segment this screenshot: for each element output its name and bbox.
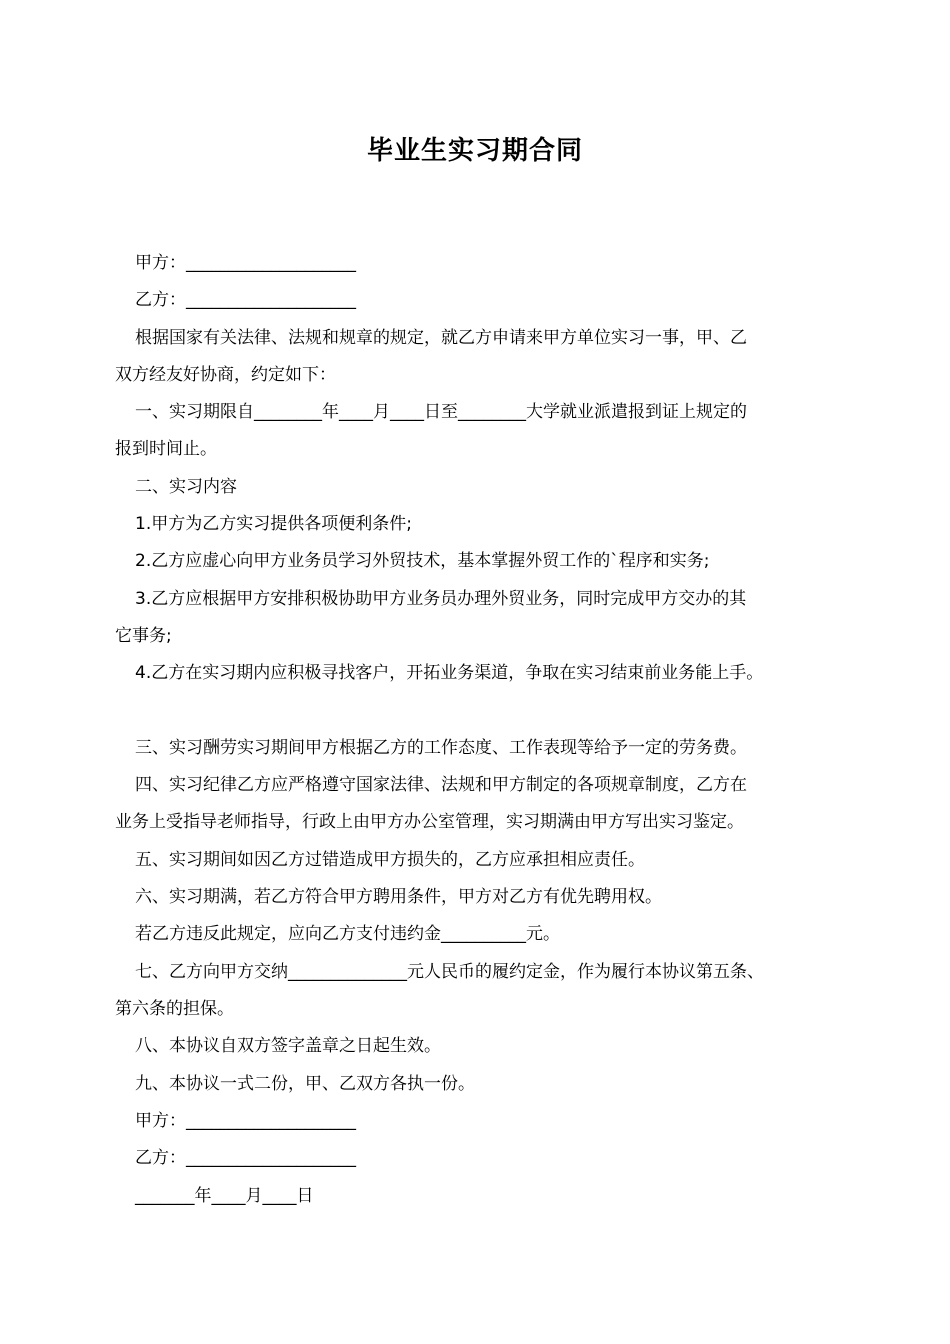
clause-4-line-1: 四、实习纪律乙方应严格遵守国家法律、法规和甲方制定的各项规章制度，乙方在 [135, 775, 747, 795]
clause-1-line-2: 报到时间止。 [115, 439, 217, 459]
signature-date: _______年____月____日 [135, 1186, 314, 1206]
clause-6: 六、实习期满，若乙方符合甲方聘用条件，甲方对乙方有优先聘用权。 [135, 887, 662, 907]
signature-party-b: 乙方：____________________ [135, 1148, 356, 1168]
clause-2-item-1: 1.甲方为乙方实习提供各项便利条件; [135, 514, 412, 534]
clause-2-item-3-line-2: 它事务; [115, 626, 172, 646]
signature-party-a: 甲方：____________________ [135, 1111, 356, 1131]
party-b-line: 乙方：____________________ [135, 290, 356, 310]
clause-4-line-2: 业务上受指导老师指导，行政上由甲方办公室管理，实习期满由甲方写出实习鉴定。 [115, 812, 744, 832]
clause-9: 九、本协议一式二份，甲、乙双方各执一份。 [135, 1074, 475, 1094]
document-title: 毕业生实习期合同 [366, 136, 583, 166]
preamble-line-1: 根据国家有关法律、法规和规章的规定，就乙方申请来甲方单位实习一事，甲、乙 [135, 328, 747, 348]
clause-8: 八、本协议自双方签字盖章之日起生效。 [135, 1036, 441, 1056]
clause-7-line-1: 七、乙方向甲方交纳______________元人民币的履约定金，作为履行本协议第五条、 [135, 962, 764, 982]
clause-2-item-3-line-1: 3.乙方应根据甲方安排积极协助甲方业务员办理外贸业务，同时完成甲方交办的其 [135, 589, 747, 609]
clause-7-line-2: 第六条的担保。 [115, 999, 234, 1019]
clause-2-item-4: 4.乙方在实习期内应积极寻找客户，开拓业务渠道，争取在实习结束前业务能上手。 [135, 663, 764, 683]
clause-5: 五、实习期间如因乙方过错造成甲方损失的，乙方应承担相应责任。 [135, 850, 645, 870]
clause-6-penalty: 若乙方违反此规定，应向乙方支付违约金__________元。 [135, 924, 560, 944]
clause-1-line-1: 一、实习期限自________年____月____日至________大学就业派遣报到证上规定的 [135, 402, 747, 422]
clause-2-heading: 二、实习内容 [135, 477, 237, 497]
party-a-line: 甲方：____________________ [135, 253, 356, 273]
clause-3: 三、实习酬劳实习期间甲方根据乙方的工作态度、工作表现等给予一定的劳务费。 [135, 738, 747, 758]
clause-2-item-2: 2.乙方应虚心向甲方业务员学习外贸技术，基本掌握外贸工作的`程序和实务; [135, 551, 710, 571]
preamble-line-2: 双方经友好协商，约定如下： [115, 365, 336, 385]
